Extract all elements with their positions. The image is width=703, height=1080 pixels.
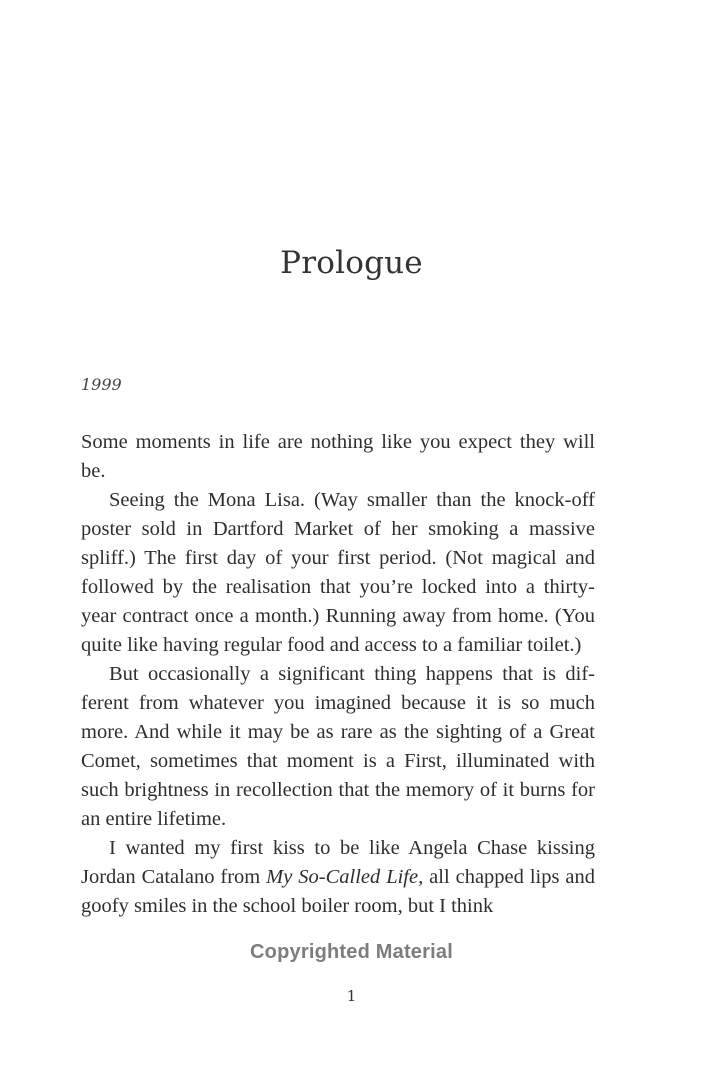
paragraph-text: Some moments in life are nothing like you expect they will be. xyxy=(81,431,595,482)
page-number: 1 xyxy=(346,987,357,1005)
body-paragraph xyxy=(81,486,595,660)
body-paragraph xyxy=(81,660,595,834)
paragraph-text: I wanted my first kiss to be like Angela Chase kissing Jordan Catalano from xyxy=(81,837,595,888)
copyright-watermark: Copyrighted Material xyxy=(250,941,453,963)
italic-title-text: My So-Called Life, xyxy=(266,866,424,888)
chapter-date: 1999 xyxy=(81,375,122,394)
body-paragraph xyxy=(81,428,595,486)
body-text xyxy=(81,428,595,921)
paragraph-text: Seeing the Mona Lisa. (Way smaller than the knock-off poster sold in Dartford Market of her smoking a massive spliff.) The first day of your first period. (Not magical and followed by the realisation that you’re locked into a thirty-year contract once a month.) Running away from home. (You quite like having regular food and access to a familiar toilet.) xyxy=(81,489,595,656)
paragraph-text: But occasionally a significant thing happens that is different from whatever you imagined because it is so much more. And while it may be as rare as the sighting of a Great Comet, sometimes that moment is a First, illuminated with such brightness in recollection that the memory of it burns for an entire lifetime. xyxy=(81,663,595,830)
chapter-title: Prologue xyxy=(280,245,423,281)
paragraph-text: all chapped lips and goofy smiles in the school boiler room, but I think xyxy=(81,866,595,917)
body-paragraph xyxy=(81,834,595,921)
